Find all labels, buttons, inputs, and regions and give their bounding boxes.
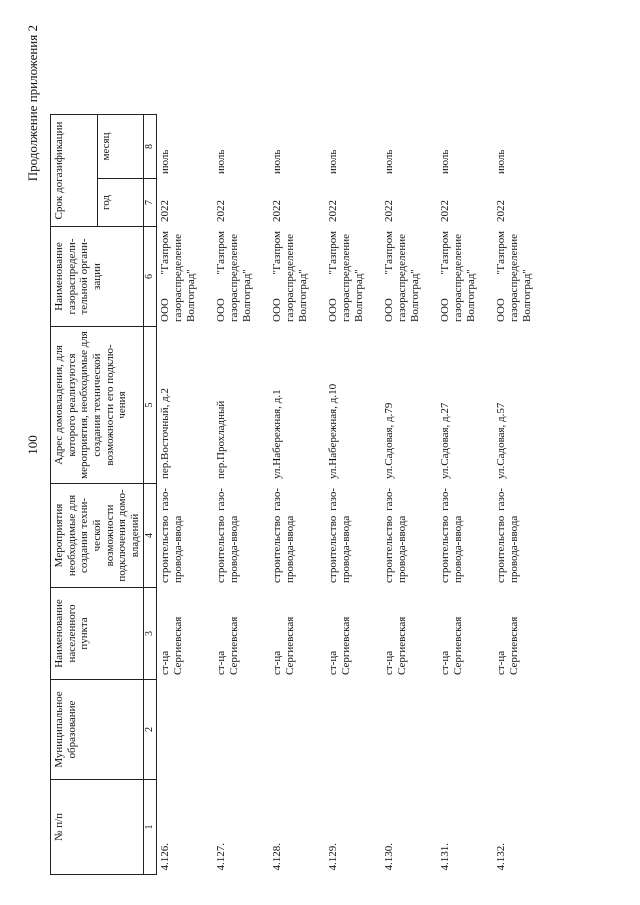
row-org: ООО "Газпром газораспределение Волгоград" [439,231,477,322]
row-month: июль [271,149,284,174]
column-number-row [144,115,157,875]
row-num: 4.126. [159,843,172,871]
header-settlement: Наименование населенного пункта [51,588,144,680]
table-row [213,115,269,875]
row-address: ул.Садовая, д.79 [383,402,396,479]
row-municipality [157,680,214,780]
rotated-page [20,5,620,885]
row-month: июль [215,149,228,174]
row-settlement: ст-ца Сергиевская [327,616,353,675]
header-row [51,115,98,875]
row-org: ООО "Газпром газораспределение Волгоград" [215,231,253,322]
row-settlement: ст-ца Сергиевская [159,616,185,675]
row-num: 4.130. [383,843,396,871]
row-num: 4.127. [215,843,228,871]
row-municipality [325,680,381,780]
row-municipality [437,680,493,780]
gasification-table [50,114,549,875]
row-month: июль [383,149,396,174]
row-year: 2022 [159,200,172,222]
header-num: № п/п [51,780,144,875]
row-activity: строительство газо-провода-ввода [327,488,353,583]
row-org: ООО "Газпром газораспределение Волгоград" [271,231,309,322]
header-municipality: Муниципальное образование [51,680,144,780]
row-address: ул.Набережная, д.1 [271,389,284,479]
row-year: 2022 [271,200,284,222]
row-activity: строительство газо-провода-ввода [215,488,241,583]
row-activity: строительство газо-провода-ввода [383,488,409,583]
row-year: 2022 [327,200,340,222]
row-settlement: ст-ца Сергиевская [271,616,297,675]
column-number: 1 [144,780,157,875]
row-address: пер.Восточный, д.2 [159,388,172,479]
table-row [381,115,437,875]
row-settlement: ст-ца Сергиевская [439,616,465,675]
row-org: ООО "Газпром газораспределение Волгоград" [327,231,365,322]
row-municipality [269,680,325,780]
row-org: ООО "Газпром газораспределение Волгоград" [383,231,421,322]
table-row [493,115,549,875]
row-address: пер.Прохладный [215,400,228,479]
header-month: месяц [97,115,144,179]
row-activity: строительство газо-провода-ввода [159,488,185,583]
column-number: 4 [144,484,157,588]
column-number: 3 [144,588,157,680]
page-number: 100 [25,435,40,455]
row-month: июль [439,149,452,174]
row-num: 4.129. [327,843,340,871]
column-number: 5 [144,327,157,484]
header-org: Наименование газораспредели-тельной органи-зации [51,227,144,327]
header-deadline: Срок догазификации [51,115,98,227]
table-row [157,115,214,875]
header-year: год [97,179,144,227]
row-num: 4.132. [495,843,508,871]
table-row [437,115,493,875]
row-activity: строительство газо-провода-ввода [271,488,297,583]
row-month: июль [327,149,340,174]
row-year: 2022 [439,200,452,222]
row-year: 2022 [215,200,228,222]
row-activity: строительство газо-провода-ввода [495,488,521,583]
row-activity: строительство газо-провода-ввода [439,488,465,583]
column-number: 2 [144,680,157,780]
row-address: ул.Набережная, д.10 [327,383,340,479]
column-number: 6 [144,227,157,327]
row-year: 2022 [383,200,396,222]
row-num: 4.131. [439,843,452,871]
row-org: ООО "Газпром газораспределение Волгоград" [159,231,197,322]
row-municipality [213,680,269,780]
row-month: июль [495,149,508,174]
header-address: Адрес домовладения, для которого реализуются мероприятия, необходимые для создания технической возможности его подклю-чения [51,327,144,484]
header-activity: Мероприятия необходимые для создания техни-ческой возможности подключения домо-владений [51,484,144,588]
column-number: 7 [144,179,157,227]
row-municipality [493,680,549,780]
row-settlement: ст-ца Сергиевская [495,616,521,675]
table-row [269,115,325,875]
row-settlement: ст-ца Сергиевская [215,616,241,675]
row-year: 2022 [495,200,508,222]
column-number: 8 [144,115,157,179]
row-municipality [381,680,437,780]
row-org: ООО "Газпром газораспределение Волгоград" [495,231,533,322]
row-num: 4.128. [271,843,284,871]
row-month: июль [159,149,172,174]
row-settlement: ст-ца Сергиевская [383,616,409,675]
table-row [325,115,381,875]
continuation-label: Продолжение приложения 2 [25,25,40,182]
row-address: ул.Садовая, д.27 [439,402,452,479]
row-address: ул.Садовая, д.57 [495,402,508,479]
